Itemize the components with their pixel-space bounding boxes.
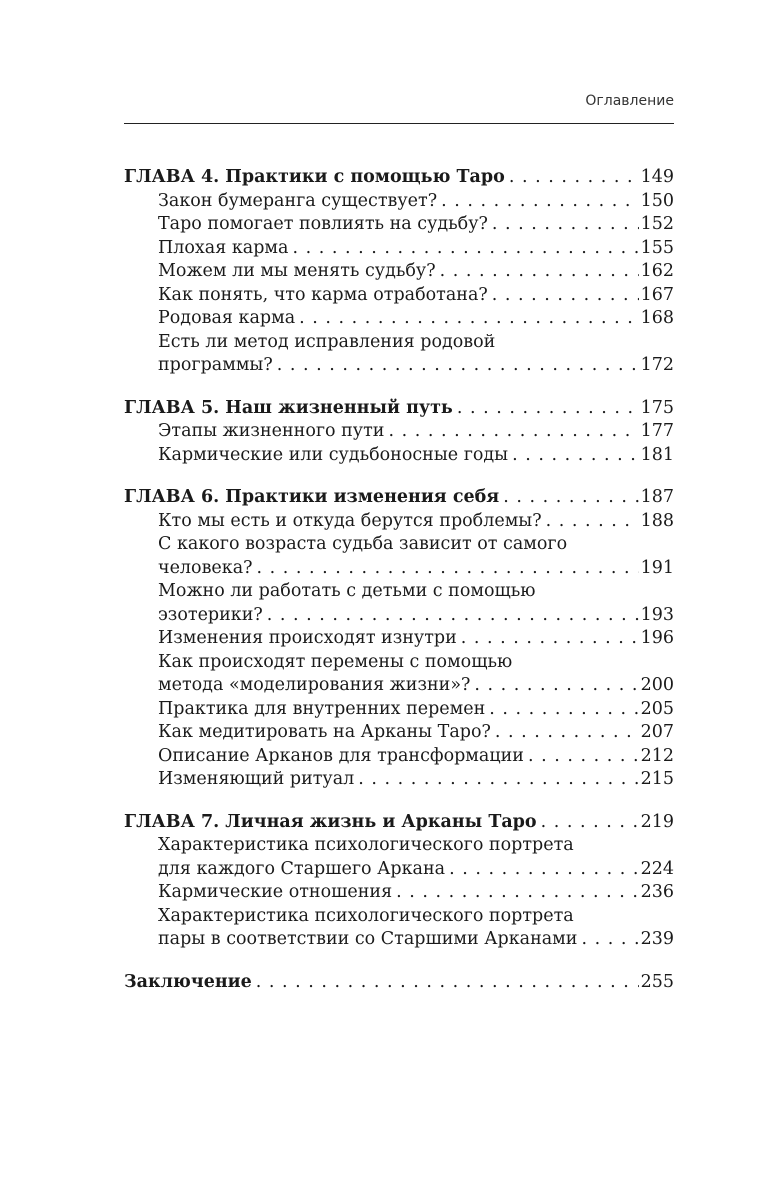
page-number: 215 bbox=[640, 769, 674, 789]
toc-title: Кто мы есть и откуда берутся проблемы? bbox=[158, 510, 542, 531]
toc-title: С какого возраста судьба зависит от самого bbox=[158, 534, 568, 554]
page-number: 193 bbox=[640, 604, 674, 625]
toc-title: ГЛАВА 6. Практики изменения себя bbox=[124, 487, 500, 507]
toc-title: Плохая карма bbox=[158, 237, 289, 258]
toc-entry[interactable] bbox=[124, 834, 674, 858]
toc-entry[interactable] bbox=[124, 190, 674, 214]
toc-entry[interactable] bbox=[124, 905, 674, 929]
toc-title: Есть ли метод исправления родовой bbox=[158, 331, 496, 352]
toc-title: ГЛАВА 7. Личная жизнь и Арканы Таро bbox=[124, 811, 537, 832]
toc-title: программы? bbox=[158, 355, 273, 375]
page-number: 255 bbox=[640, 971, 674, 992]
toc-entry[interactable] bbox=[124, 721, 674, 745]
page-header: Оглавление bbox=[585, 93, 674, 109]
toc-chapter[interactable] bbox=[124, 166, 674, 190]
dot-leader bbox=[299, 307, 638, 331]
page-number: 188 bbox=[640, 510, 674, 531]
page-number: 187 bbox=[640, 487, 674, 507]
dot-leader bbox=[509, 166, 639, 190]
page-number: 181 bbox=[640, 444, 674, 465]
toc-entry[interactable] bbox=[124, 858, 674, 882]
dot-leader bbox=[256, 971, 639, 995]
toc-entry[interactable] bbox=[124, 674, 674, 698]
dot-leader bbox=[528, 745, 639, 769]
page-number: 152 bbox=[640, 214, 674, 234]
dot-leader bbox=[492, 213, 639, 237]
dot-leader bbox=[512, 444, 638, 468]
toc-entry[interactable] bbox=[124, 745, 674, 769]
page-number: 236 bbox=[640, 882, 674, 902]
toc-entry[interactable] bbox=[124, 651, 674, 675]
dot-leader bbox=[440, 260, 639, 284]
dot-leader bbox=[474, 674, 638, 698]
section-gap bbox=[124, 378, 674, 397]
toc-title: эзотерики? bbox=[158, 604, 263, 625]
toc-entry[interactable] bbox=[124, 213, 674, 237]
toc-chapter[interactable] bbox=[124, 397, 674, 421]
page-number: 224 bbox=[640, 858, 674, 879]
toc-title: Характеристика психологического портрета bbox=[158, 835, 574, 855]
toc-entry[interactable] bbox=[124, 557, 674, 581]
dot-leader bbox=[441, 190, 639, 214]
dot-leader bbox=[541, 811, 639, 835]
section-gap bbox=[124, 792, 674, 811]
toc-title: метода «моделирования жизни»? bbox=[158, 675, 471, 695]
toc-entry[interactable] bbox=[124, 533, 674, 557]
dot-leader bbox=[292, 237, 638, 261]
dot-leader bbox=[495, 721, 639, 745]
dot-leader bbox=[388, 420, 638, 444]
toc-title: Изменения происходят изнутри bbox=[158, 628, 457, 648]
dot-leader bbox=[461, 627, 639, 651]
toc-title: Характеристика психологического портрета bbox=[158, 905, 574, 926]
toc-entry[interactable] bbox=[124, 604, 674, 628]
toc-entry[interactable] bbox=[124, 444, 674, 468]
toc-entry[interactable] bbox=[124, 768, 674, 792]
table-of-contents bbox=[124, 166, 674, 994]
toc-entry[interactable] bbox=[124, 354, 674, 378]
toc-entry[interactable] bbox=[124, 881, 674, 905]
toc-entry[interactable] bbox=[124, 260, 674, 284]
toc-title: Родовая карма bbox=[158, 308, 296, 328]
header-rule bbox=[124, 123, 674, 124]
section-gap bbox=[124, 952, 674, 971]
page-number: 177 bbox=[640, 421, 674, 441]
toc-title: Как медитировать на Арканы Таро? bbox=[158, 722, 491, 742]
toc-chapter[interactable] bbox=[124, 971, 674, 995]
dot-leader bbox=[396, 881, 638, 905]
page-number: 219 bbox=[640, 811, 674, 832]
toc-entry[interactable] bbox=[124, 698, 674, 722]
toc-entry[interactable] bbox=[124, 510, 674, 534]
toc-title: Как происходят перемены с помощью bbox=[158, 651, 513, 672]
toc-title: Кармические отношения bbox=[158, 882, 393, 902]
toc-title: пары в соответствии со Старшими Арканами bbox=[158, 929, 578, 949]
toc-entry[interactable] bbox=[124, 580, 674, 604]
page-number: 167 bbox=[640, 284, 674, 305]
toc-title: Кармические или судьбоносные годы bbox=[158, 444, 509, 465]
toc-chapter[interactable] bbox=[124, 486, 674, 510]
dot-leader bbox=[449, 858, 639, 882]
page-number: 239 bbox=[640, 929, 674, 949]
page-number: 200 bbox=[640, 675, 674, 695]
toc-title: ГЛАВА 4. Практики с помощью Таро bbox=[124, 167, 505, 187]
page-number: 205 bbox=[640, 698, 674, 719]
dot-leader bbox=[503, 486, 638, 510]
page-number: 175 bbox=[640, 397, 674, 418]
dot-leader bbox=[267, 604, 639, 628]
toc-title: Можно ли работать с детьми с помощью bbox=[158, 581, 536, 601]
toc-title: ГЛАВА 5. Наш жизненный путь bbox=[124, 397, 453, 418]
toc-chapter[interactable] bbox=[124, 811, 674, 835]
page-number: 212 bbox=[640, 745, 674, 766]
toc-title: Практика для внутренних перемен bbox=[158, 698, 486, 719]
toc-title: Описание Арканов для трансформации bbox=[158, 745, 524, 766]
toc-entry[interactable] bbox=[124, 284, 674, 308]
toc-title: Этапы жизненного пути bbox=[158, 421, 385, 441]
page-number: 191 bbox=[640, 557, 674, 578]
toc-title: Можем ли мы менять судьбу? bbox=[158, 261, 436, 281]
page-number: 207 bbox=[640, 722, 674, 742]
page-number: 155 bbox=[640, 237, 674, 258]
toc-entry[interactable] bbox=[124, 928, 674, 952]
dot-leader bbox=[489, 698, 638, 722]
dot-leader bbox=[277, 354, 639, 378]
toc-entry[interactable] bbox=[124, 237, 674, 261]
dot-leader bbox=[358, 768, 638, 792]
toc-title: Изменяющий ритуал bbox=[158, 769, 355, 789]
toc-entry[interactable] bbox=[124, 307, 674, 331]
dot-leader bbox=[457, 397, 639, 421]
toc-title: Как понять, что карма отработана? bbox=[158, 284, 488, 305]
toc-entry[interactable] bbox=[124, 331, 674, 355]
dot-leader bbox=[257, 557, 639, 581]
section-gap bbox=[124, 467, 674, 486]
page-number: 168 bbox=[640, 308, 674, 328]
page-number: 162 bbox=[640, 261, 674, 281]
toc-title: человека? bbox=[158, 557, 253, 578]
toc-title: Закон бумеранга существует? bbox=[158, 190, 438, 211]
dot-leader bbox=[492, 284, 639, 308]
toc-title: для каждого Старшего Аркана bbox=[158, 858, 446, 879]
toc-title: Заключение bbox=[124, 971, 252, 992]
page-number: 150 bbox=[640, 190, 674, 211]
dot-leader bbox=[581, 928, 638, 952]
page-number: 149 bbox=[640, 167, 674, 187]
page-number: 196 bbox=[640, 628, 674, 648]
toc-entry[interactable] bbox=[124, 627, 674, 651]
page-number: 172 bbox=[640, 355, 674, 375]
toc-title: Таро помогает повлиять на судьбу? bbox=[158, 214, 488, 234]
toc-entry[interactable] bbox=[124, 420, 674, 444]
dot-leader bbox=[546, 510, 639, 534]
